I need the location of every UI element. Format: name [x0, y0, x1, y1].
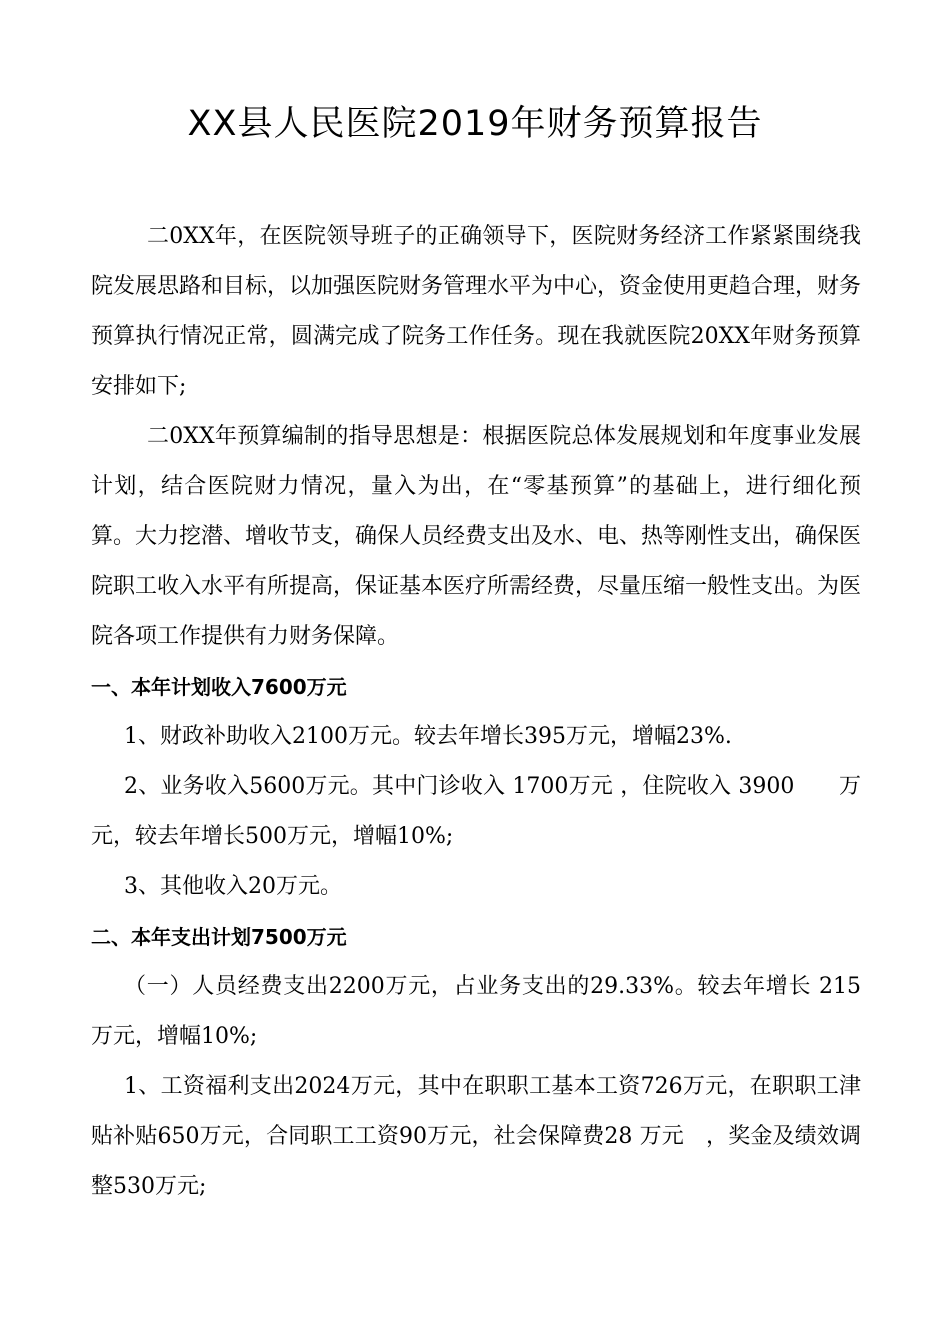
- section-heading-expense: 二、本年支出计划7500万元: [91, 925, 347, 949]
- expense-item: （一）人员经费支出2200万元，占业务支出的29.33%。较去年增长 215万元，增幅10%;: [91, 974, 861, 1049]
- income-item: 2、业务收入5600万元。其中门诊收入 1700万元 ，住院收入 3900 万元，较去年增长500万元，增幅10%;: [91, 774, 861, 849]
- income-item: 1、财政补助收入2100万元。较去年增长395万元，增幅23%.: [124, 724, 732, 749]
- intro-paragraph: 二0XX年，在医院领导班子的正确领导下，医院财务经济工作紧紧围绕我院发展思路和目标，以加强医院财务管理水平为中心，资金使用更趋合理，财务预算执行情况正常，圆满完成了院务工作任务。现在我就医院20XX年财务预算安排如下;: [91, 224, 862, 399]
- income-item: 3、其他收入20万元。: [124, 874, 342, 899]
- section-heading-income: 一、本年计划收入7600万元: [91, 675, 347, 699]
- document-body: [91, 212, 861, 1212]
- guideline-paragraph: 二0XX年预算编制的指导思想是：根据医院总体发展规划和年度事业发展计划，结合医院财力情况，量入为出，在“零基预算”的基础上，进行细化预算。大力挖潜、增收节支，确保人员经费支出及水、电、热等刚性支出，确保医院职工收入水平有所提高，保证基本医疗所需经费，尽量压缩一般性支出。为医院各项工作提供有力财务保障。: [91, 424, 862, 649]
- expense-item: 1、工资福利支出2024万元，其中在职职工基本工资726万元，在职职工津贴补贴650万元，合同职工工资90万元，社会保障费28 万元 ，奖金及绩效调整530万元;: [91, 1074, 861, 1199]
- document-title: XX县人民医院2019年财务预算报告: [187, 104, 763, 144]
